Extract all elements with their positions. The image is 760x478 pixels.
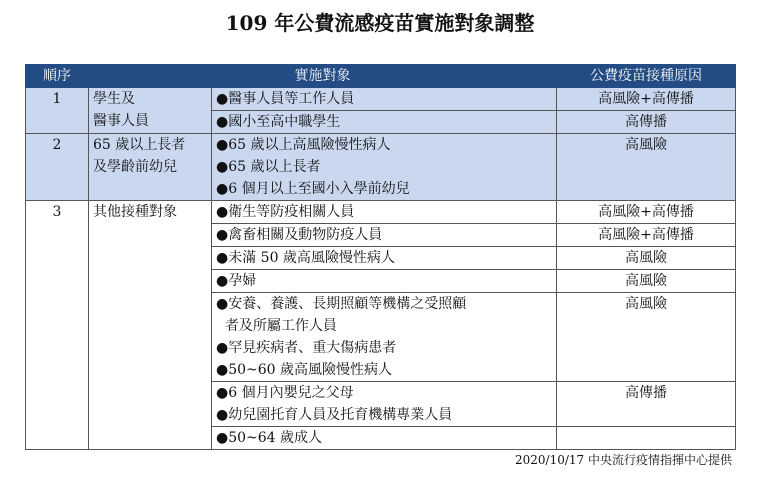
header-no: 順序 (26, 65, 89, 88)
group-category: 學生及 醫事人員 (89, 88, 212, 134)
group-category: 其他接種對象 (89, 201, 212, 450)
group-no: 1 (26, 88, 89, 134)
target-item: ●6 個月內嬰兒之父母 ●幼兒園托育人員及托育機構專業人員 (212, 382, 557, 427)
reason-cell (557, 427, 736, 450)
reason-cell: 高風險 (557, 270, 736, 293)
target-item: ●孕婦 (212, 270, 557, 293)
target-item: ●安養、養護、長期照顧等機構之受照顧 者及所屬工作人員 ●罕見疾病者、重大傷病患者 ●50~60 歲高風險慢性病人 (212, 293, 557, 382)
reason-cell: 高風險+高傳播 (557, 201, 736, 224)
target-item: ●醫事人員等工作人員 (212, 88, 557, 111)
reason-cell: 高傳播 (557, 382, 736, 427)
reason-cell: 高風險+高傳播 (557, 88, 736, 111)
header-reason: 公費疫苗接種原因 (557, 65, 736, 88)
target-item: ●50~64 歲成人 (212, 427, 557, 450)
reason-cell: 高傳播 (557, 111, 736, 134)
group-category: 65 歲以上長者 及學齡前幼兒 (89, 134, 212, 201)
reason-cell: 高風險 (557, 134, 736, 201)
reason-cell: 高風險 (557, 293, 736, 382)
target-item: ●衛生等防疫相關人員 (212, 201, 557, 224)
table-row (26, 88, 736, 111)
target-item: ●國小至高中職學生 (212, 111, 557, 134)
group-no: 2 (26, 134, 89, 201)
table-header-row (26, 65, 736, 88)
target-item: ●未滿 50 歲高風險慢性病人 (212, 247, 557, 270)
vaccine-target-table (25, 64, 736, 450)
table-row (26, 201, 736, 224)
group-no: 3 (26, 201, 89, 450)
reason-cell: 高風險+高傳播 (557, 224, 736, 247)
source-footer: 2020/10/17 中央流行疫情指揮中心提供 (515, 453, 732, 467)
header-target: 實施對象 (89, 65, 557, 88)
page-title: 109 年公費流感疫苗實施對象調整 (225, 11, 535, 35)
table-row (26, 134, 736, 201)
target-item: ●65 歲以上高風險慢性病人 ●65 歲以上長者 ●6 個月以上至國小入學前幼兒 (212, 134, 557, 201)
reason-cell: 高風險 (557, 247, 736, 270)
target-item: ●禽畜相關及動物防疫人員 (212, 224, 557, 247)
